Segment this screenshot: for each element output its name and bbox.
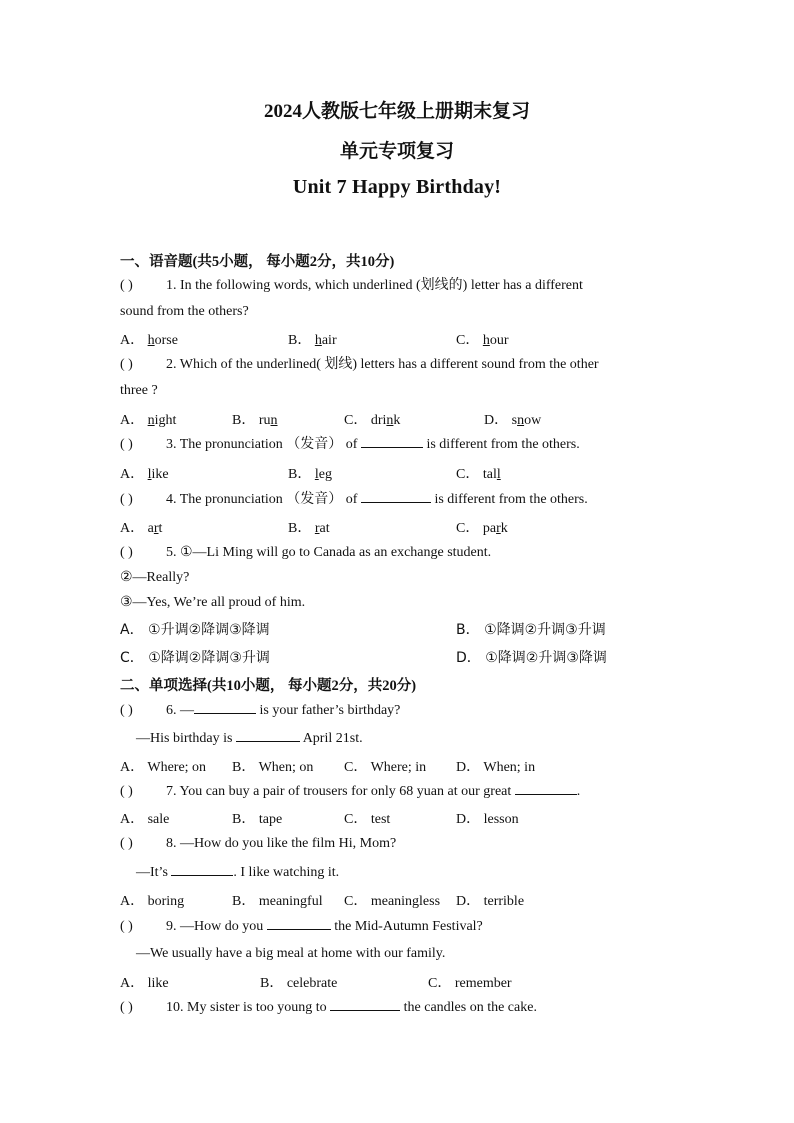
answer-paren: ( ): [120, 919, 133, 934]
question-2-text: 2. Which of the underlined( 划线) letters has a different sound from the other: [166, 357, 599, 372]
answer-paren: ( ): [120, 357, 133, 372]
answer-paren: ( ): [120, 836, 133, 851]
q6-option-b: B． When; on: [232, 760, 314, 775]
question-10: ( ) 10. My sister is too young to the candles on the cake.: [120, 1000, 537, 1015]
question-5-text: 5. ①—Li Ming will go to Canada as an exchange student.: [166, 545, 492, 560]
q8-option-c: C． meaningless: [344, 894, 441, 909]
q7-option-b: B． tape: [232, 812, 283, 827]
q7-option-a: A． sale: [120, 812, 170, 827]
answer-paren: ( ): [120, 492, 133, 507]
fill-blank[interactable]: [194, 701, 256, 714]
q8-option-b: B． meaningful: [232, 894, 323, 909]
fill-blank[interactable]: [267, 917, 331, 930]
fill-blank[interactable]: [361, 490, 431, 503]
q8-option-a: A． boring: [120, 894, 185, 909]
question-3: ( ) 3. The pronunciation （发音） of is different from the others.: [120, 437, 580, 452]
answer-paren: ( ): [120, 1000, 133, 1015]
q4-option-c: C． park: [456, 521, 508, 536]
q3-option-b: B． leg: [288, 467, 332, 482]
question-4: ( ) 4. The pronunciation （发音） of is different from the others.: [120, 492, 588, 507]
q1-option-a: A． horse: [120, 333, 178, 348]
q2-option-d: D． snow: [484, 413, 542, 428]
q9-option-b: B． celebrate: [260, 976, 338, 991]
fill-blank[interactable]: [361, 435, 423, 448]
q4-option-b: B． rat: [288, 521, 330, 536]
q6-option-d: D． When; in: [456, 760, 536, 775]
section-2-header: 二、单项选择(共10小题， 每小题2分，共20分): [120, 678, 417, 694]
fill-blank[interactable]: [330, 998, 400, 1011]
answer-paren: ( ): [120, 703, 133, 718]
q4-option-a: A． art: [120, 521, 163, 536]
question-1-text: 1. In the following words, which underlined (划线的) letter has a different: [166, 278, 583, 293]
question-8-line-2: —It’s . I like watching it.: [136, 865, 340, 880]
answer-paren: ( ): [120, 437, 133, 452]
q8-option-d: D． terrible: [456, 894, 525, 909]
q1-option-c: C． hour: [456, 333, 509, 348]
document-title: 2024人教版七年级上册期末复习: [263, 101, 530, 122]
fill-blank[interactable]: [515, 782, 577, 795]
q5-option-b: B． ①降调②升调③升调: [456, 622, 606, 638]
q1-option-b: B． hair: [288, 333, 337, 348]
fill-blank[interactable]: [236, 729, 300, 742]
question-6: ( ) 6. — is your father’s birthday?: [120, 703, 401, 718]
question-9: ( ) 9. —How do you the Mid-Autumn Festival?: [120, 919, 483, 934]
question-1: [120, 277, 583, 295]
q9-option-a: A． like: [120, 976, 169, 991]
question-2-cont: three ?: [120, 383, 158, 398]
question-8: ( ) 8. —How do you like the film Hi, Mom?: [120, 836, 397, 851]
document-subtitle: 单元专项复习: [339, 141, 454, 162]
question-7: ( ) 7. You can buy a pair of trousers for only 68 yuan at our great .: [120, 784, 581, 799]
question-5: [120, 544, 491, 562]
section-1-header: 一、语音题(共5小题， 每小题2分，共10分): [120, 254, 395, 270]
q5-option-d: D． ①降调②升调③降调: [456, 650, 607, 666]
question-5-line-3: ③—Yes, We’re all proud of him.: [120, 595, 306, 610]
answer-paren: ( ): [120, 784, 133, 799]
q9-option-c: C． remember: [428, 976, 512, 991]
q5-option-c: C． ①降调②降调③升调: [120, 650, 270, 666]
answer-paren: ( ): [120, 545, 133, 560]
q7-option-c: C． test: [344, 812, 391, 827]
q2-option-a: A． night: [120, 413, 177, 428]
q2-option-b: B． run: [232, 413, 278, 428]
question-5-line-2: ②—Really?: [120, 570, 190, 585]
q6-option-a: A． Where; on: [120, 760, 207, 775]
q3-option-a: A． like: [120, 467, 169, 482]
fill-blank[interactable]: [171, 863, 233, 876]
q5-option-a: A． ①升调②降调③降调: [120, 622, 270, 638]
unit-title: Unit 7 Happy Birthday!: [292, 176, 502, 198]
q7-option-d: D． lesson: [456, 812, 519, 827]
q2-option-c: C． drink: [344, 413, 401, 428]
question-2: [120, 356, 599, 374]
question-9-line-2: —We usually have a big meal at home with our family.: [136, 946, 446, 961]
question-1-cont: sound from the others?: [120, 304, 249, 319]
q6-option-c: C． Where; in: [344, 760, 427, 775]
question-6-line-2: —His birthday is April 21st.: [136, 731, 363, 746]
q3-option-c: C． tall: [456, 467, 501, 482]
answer-paren: ( ): [120, 278, 133, 293]
